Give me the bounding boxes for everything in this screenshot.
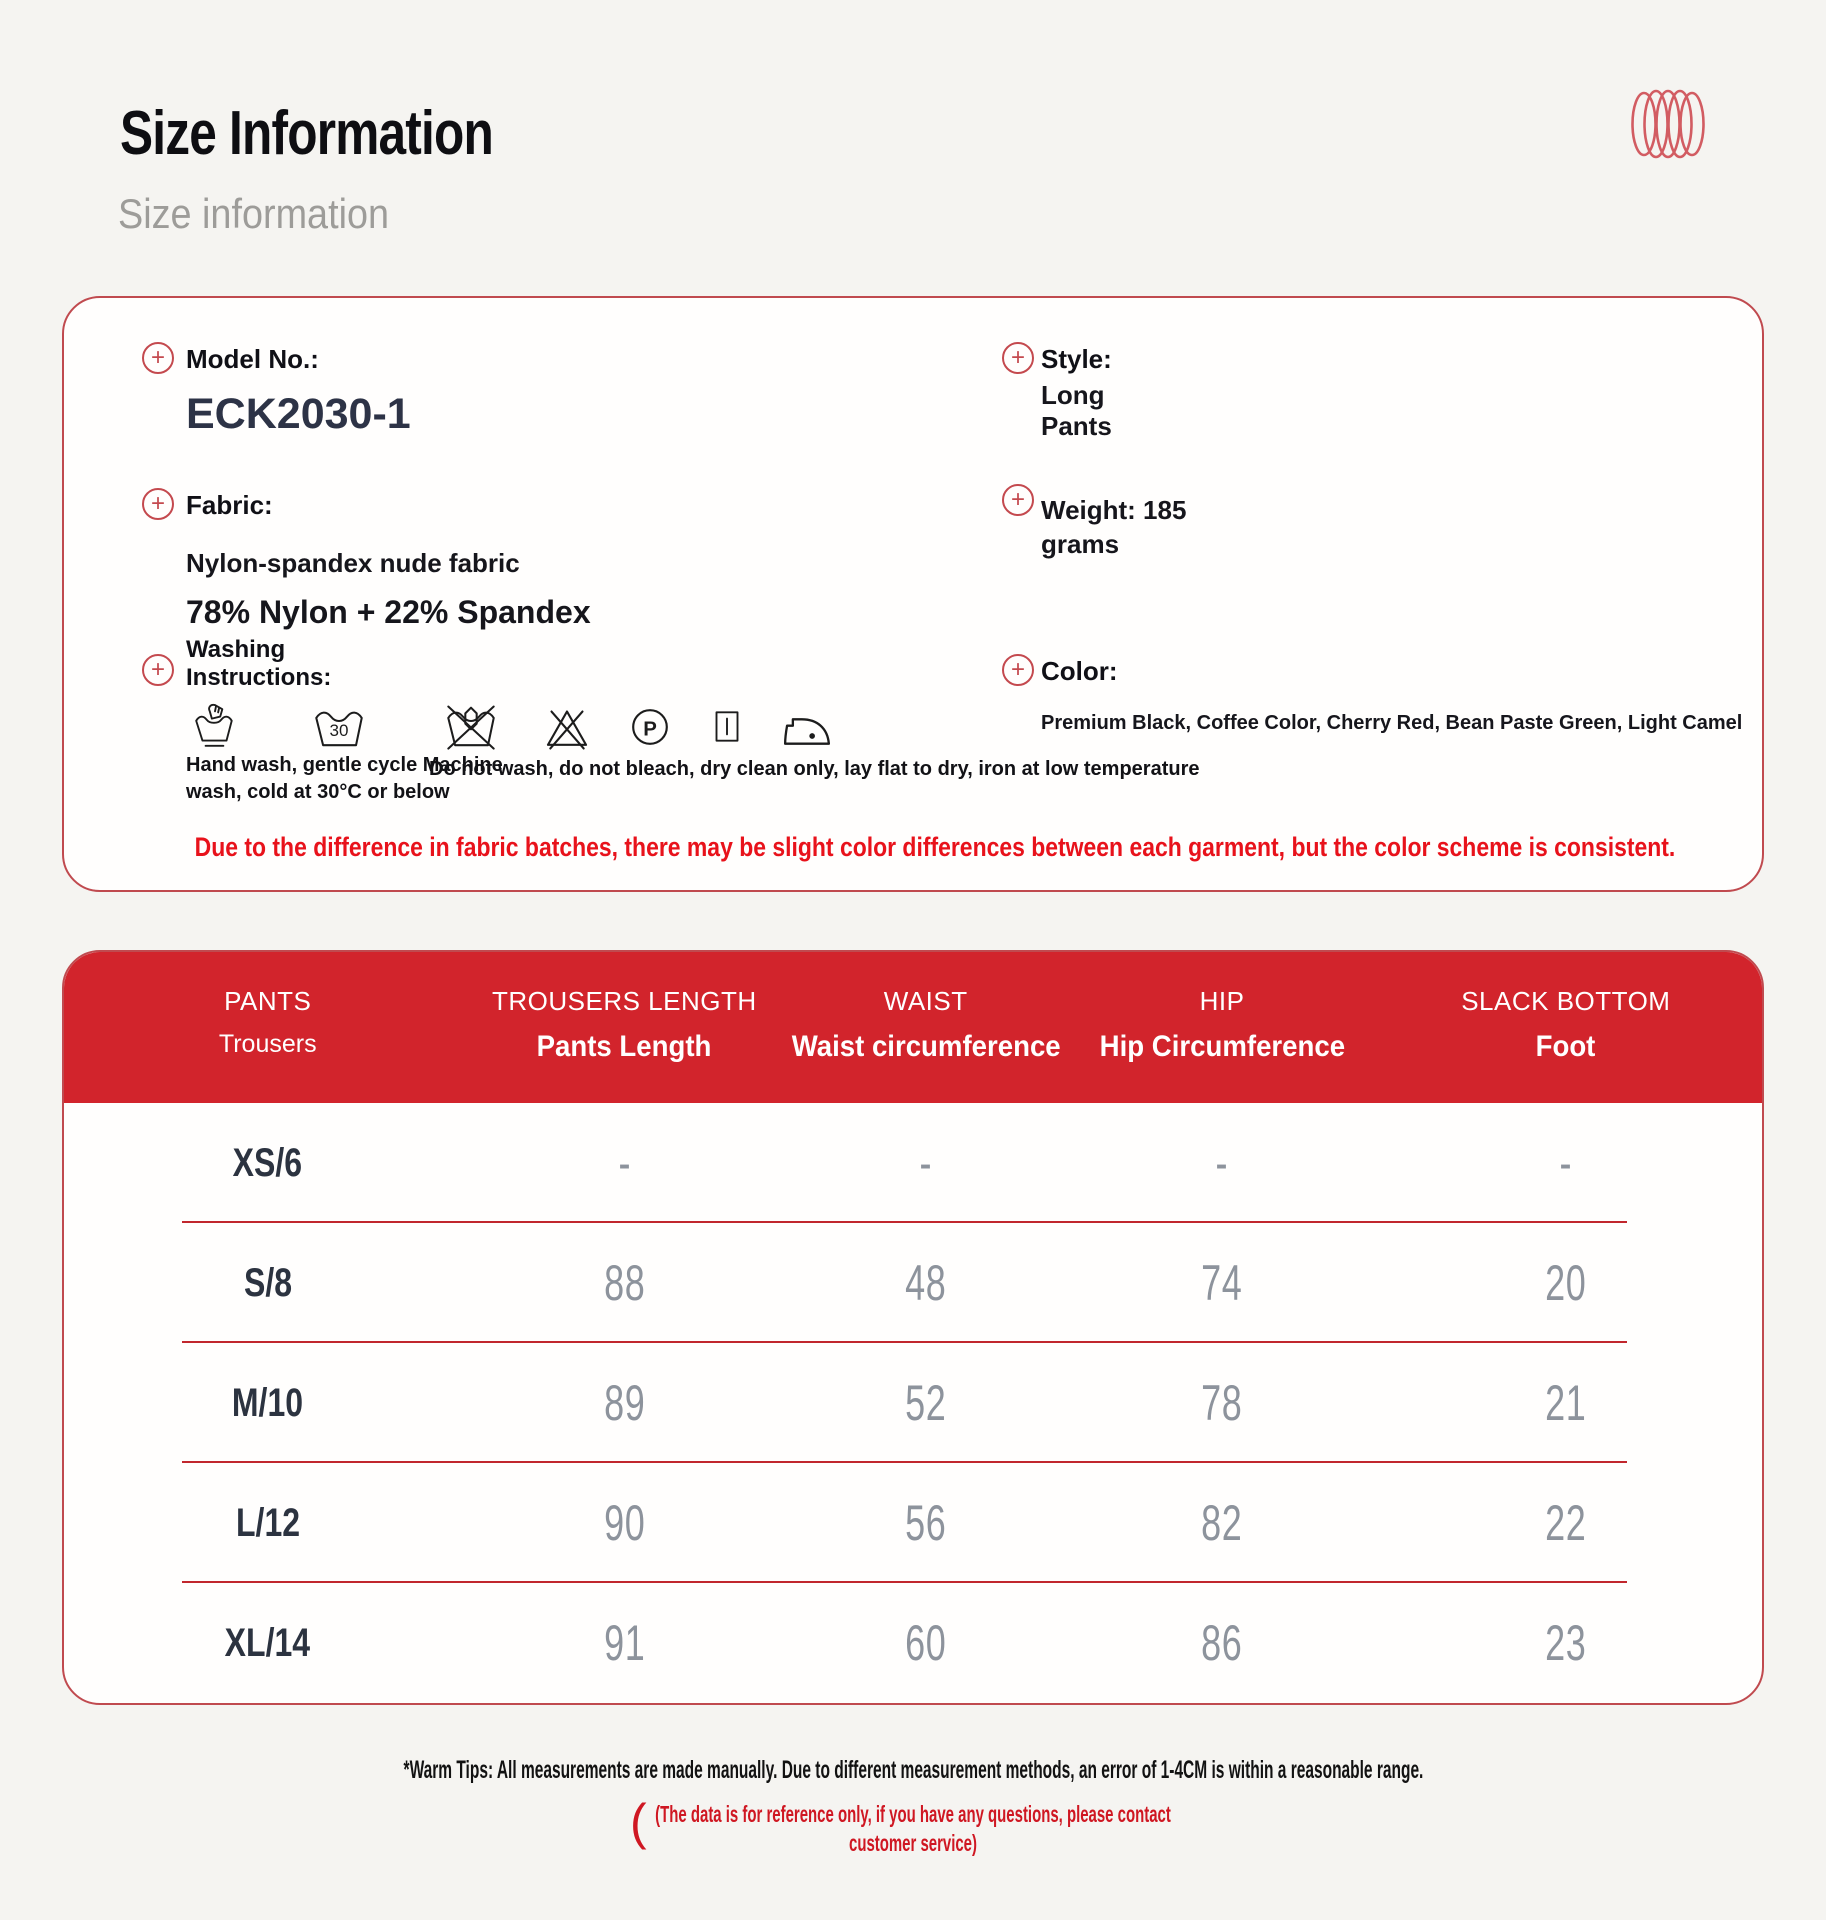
table-row (64, 1103, 1762, 1223)
do-not-wash-icon (442, 702, 500, 752)
dry-flat-icon (706, 702, 748, 752)
product-info-card (62, 296, 1764, 892)
style-value: Long Pants (1041, 380, 1112, 441)
value-cell: 74 (1201, 1255, 1243, 1311)
svg-text:30: 30 (329, 721, 349, 741)
big-paren-decoration: ( (630, 1794, 647, 1850)
value-cell: 82 (1201, 1495, 1243, 1551)
washing-caption-right: Do not wash, do not bleach, dry clean only, lay flat to dry, iron at low temperature (429, 758, 1200, 780)
value-cell: 78 (1201, 1375, 1243, 1431)
plus-circle-icon: + (142, 654, 174, 686)
fabric-composition: 78% Nylon + 22% Spandex (186, 594, 591, 630)
page-subtitle: Size information (118, 190, 390, 237)
header-col-trousers-length: TROUSERS LENGTH Pants Length (492, 986, 757, 1063)
value-cell: 20 (1545, 1255, 1587, 1311)
color-label: Color: (1041, 656, 1118, 686)
model-value: ECK2030-1 (186, 390, 411, 438)
value-cell: 88 (603, 1255, 646, 1311)
table-row (64, 1463, 1762, 1583)
table-row (64, 1343, 1762, 1463)
reference-note: (The data is for reference only, if you have any questions, please contact customer service) (655, 1801, 1171, 1856)
value-cell: - (1559, 1135, 1573, 1191)
value-cell: 21 (1545, 1375, 1587, 1431)
iron-low-icon (780, 702, 834, 752)
value-cell: - (919, 1135, 933, 1191)
plus-circle-icon: + (1002, 342, 1034, 374)
header-col-hip: HIP Hip Circumference (1099, 986, 1345, 1063)
size-cell: L/12 (235, 1500, 300, 1545)
value-cell: 22 (1545, 1495, 1587, 1551)
value-cell: 56 (904, 1495, 947, 1551)
size-table-card (62, 950, 1764, 1705)
plus-circle-icon: + (142, 342, 174, 374)
plus-circle-icon: + (1002, 484, 1034, 516)
value-cell: 52 (904, 1375, 947, 1431)
plus-circle-icon: + (142, 488, 174, 520)
fabric-label: Fabric: (186, 490, 273, 520)
size-cell: XL/14 (225, 1620, 311, 1665)
value-cell: 90 (603, 1495, 646, 1551)
table-row (64, 1223, 1762, 1343)
size-cell: XS/6 (233, 1140, 303, 1185)
header-col-slack-bottom: SLACK BOTTOM Foot (1461, 986, 1671, 1063)
table-row (64, 1583, 1762, 1703)
header-col-waist: WAIST Waist circumference (791, 986, 1061, 1063)
header-col-pants: PANTS Trousers (218, 986, 317, 1058)
plus-circle-icon: + (1002, 654, 1034, 686)
hand-wash-icon (192, 702, 238, 752)
do-not-bleach-icon (542, 702, 592, 752)
size-table-header (62, 950, 1764, 1103)
coil-logo-icon (1630, 88, 1708, 160)
value-cell: 89 (603, 1375, 646, 1431)
value-cell: 91 (603, 1615, 646, 1671)
washing-label: Washing Instructions: (186, 636, 332, 692)
model-label: Model No.: (186, 344, 319, 374)
value-cell: - (1215, 1135, 1229, 1191)
page-title: Size Information (120, 99, 494, 168)
color-disclaimer: Due to the difference in fabric batches, there may be slight color differences between each garment, but the color scheme is consistent. (194, 832, 1676, 862)
dry-clean-icon (626, 702, 674, 752)
value-cell: 86 (1201, 1615, 1243, 1671)
fabric-name: Nylon-spandex nude fabric (186, 548, 520, 578)
color-value: Premium Black, Coffee Color, Cherry Red, Bean Paste Green, Light Camel (1041, 712, 1743, 734)
washing-caption-left: Hand wash, gentle cycle Machine wash, cold at 30°C or below (186, 754, 503, 803)
value-cell: 60 (904, 1615, 947, 1671)
size-cell: S/8 (243, 1260, 292, 1305)
value-cell: 23 (1545, 1615, 1587, 1671)
svg-text:P: P (643, 718, 657, 741)
value-cell: - (617, 1135, 631, 1191)
style-label: Style: (1041, 344, 1112, 374)
warm-tips: *Warm Tips: All measurements are made manually. Due to different measurement methods, an error of 1-4CM is within a reasonable range. (403, 1756, 1423, 1784)
weight-text: Weight: 185 grams (1041, 495, 1187, 559)
value-cell: 48 (904, 1255, 947, 1311)
machine-wash-30-icon (310, 702, 368, 752)
size-cell: M/10 (232, 1380, 304, 1425)
